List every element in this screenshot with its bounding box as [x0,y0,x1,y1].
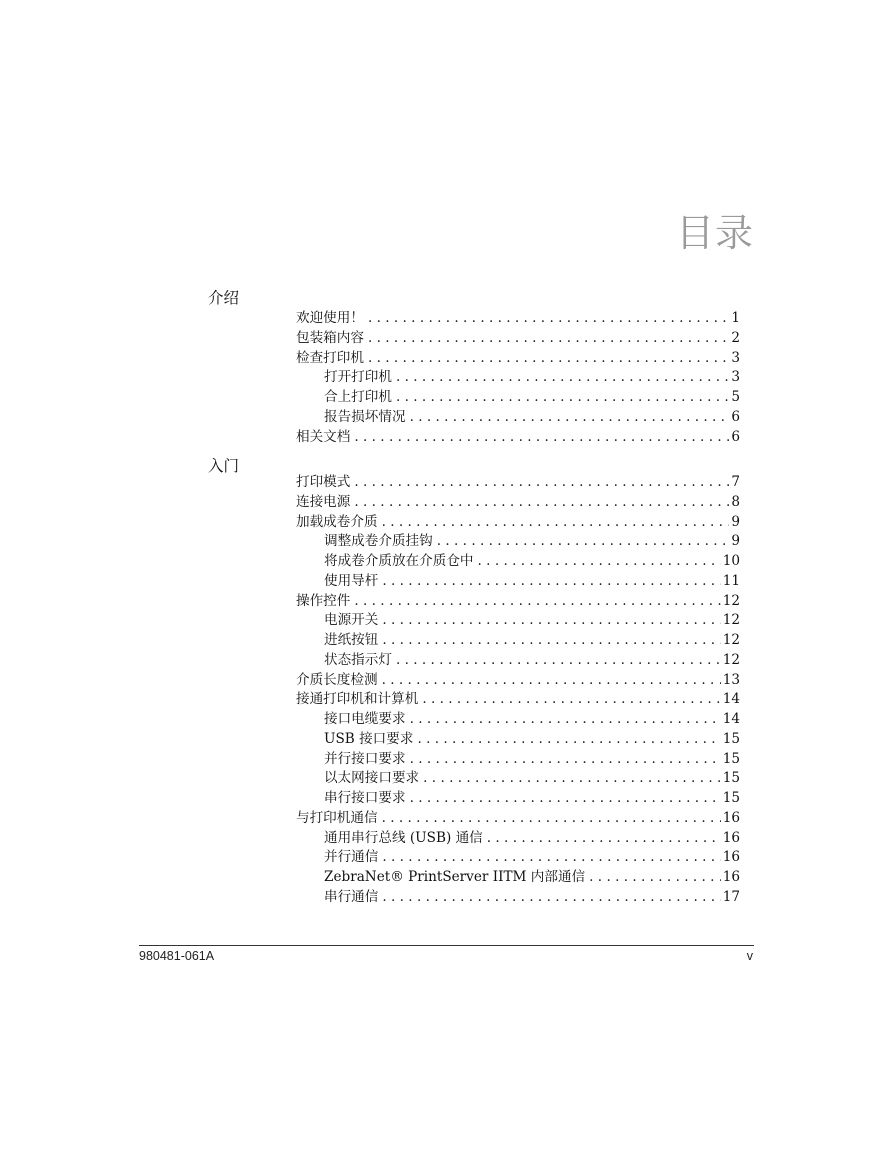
toc-entry-page: 12 [722,651,740,668]
toc-dot-leader [368,329,729,349]
toc-entry-label: 打印模式 [296,474,351,490]
toc-entry-page: 15 [722,770,740,787]
toc-entry-label: 以太网接口要求 [324,770,420,787]
toc-entry[interactable] [296,493,740,513]
toc-entry-label: 并行通信 [324,849,379,866]
toc-entry-page: 12 [722,592,740,609]
toc-dot-leader [368,309,729,329]
toc-dot-leader [396,368,729,388]
toc-entry[interactable] [296,532,740,552]
toc-entry[interactable] [296,368,740,388]
toc-entry-page: 7 [731,474,740,490]
toc-entry-label: 介质长度检测 [296,671,378,688]
toc-dot-leader [354,592,720,612]
toc-entry[interactable] [296,710,740,730]
toc-dot-leader [382,848,720,868]
toc-entry-page: 14 [722,711,740,727]
toc-dot-leader [410,710,721,730]
toc-entry-page: 16 [722,869,740,885]
toc-dot-leader [382,809,721,829]
toc-list-intro [296,309,740,447]
toc-dot-leader [423,769,721,789]
toc-entry-page: 1 [731,310,740,326]
toc-entry-page: 16 [722,829,740,846]
toc-dot-leader [487,829,721,849]
toc-entry[interactable] [296,428,740,448]
toc-entry-page: 6 [731,408,740,425]
toc-entry-label: ZebraNet® PrintServer IITM 内部通信 [324,869,586,885]
footer-doc-number: 980481-061A [139,949,215,963]
toc-entry-label: 包装箱内容 [296,329,364,346]
toc-entry-page: 12 [722,632,740,648]
toc-entry-page: 9 [731,513,740,530]
toc-dot-leader [396,388,729,408]
toc-entry-label: 接通打印机和计算机 [296,691,419,708]
toc-entry-label: 串行接口要求 [324,790,406,806]
toc-entry-label: 串行通信 [324,888,379,905]
toc-entry[interactable] [296,730,740,750]
toc-entry[interactable] [296,671,740,691]
toc-dot-leader [382,513,730,533]
toc-entry-page: 14 [722,691,740,708]
toc-entry-label: 加载成卷介质 [296,513,378,530]
toc-dot-leader [396,651,721,671]
toc-entry-page: 16 [722,809,740,826]
toc-dot-leader [410,789,721,809]
toc-dot-leader [589,868,721,888]
toc-dot-leader [422,690,720,710]
toc-entry[interactable] [296,651,740,671]
toc-entry-label: 操作控件 [296,592,351,609]
toc-entry[interactable] [296,388,740,408]
toc-entry-page: 12 [722,612,740,629]
toc-dot-leader [437,532,730,552]
toc-entry-page: 15 [722,730,740,747]
toc-entry[interactable] [296,309,740,329]
toc-list-getting-started [296,473,740,908]
toc-entry[interactable] [296,349,740,369]
toc-entry[interactable] [296,829,740,849]
toc-dot-leader [368,349,729,369]
toc-entry-label: 接口电缆要求 [324,711,406,727]
page-title: 目录 [675,211,754,255]
toc-entry-label: 欢迎使用！ [296,310,364,326]
toc-entry-label: 检查打印机 [296,349,364,366]
toc-entry-label: 相关文档 [296,428,351,445]
toc-entry-label: 连接电源 [296,493,351,510]
toc-entry[interactable] [296,572,740,592]
toc-entry-page: 16 [722,849,740,866]
toc-dot-leader [382,631,720,651]
toc-entry-page: 8 [731,493,740,510]
toc-entry-label: 与打印机通信 [296,809,378,826]
toc-entry-label: 电源开关 [324,612,379,629]
toc-entry[interactable] [296,750,740,770]
toc-entry-page: 6 [731,428,740,445]
toc-entry-page: 15 [722,750,740,767]
toc-entry[interactable] [296,868,740,888]
toc-entry-page: 5 [731,389,740,405]
toc-entry-page: 11 [722,572,740,589]
toc-entry[interactable] [296,769,740,789]
toc-dot-leader [354,493,729,513]
toc-dot-leader [382,572,720,592]
section-heading-getting-started: 入门 [208,457,240,475]
toc-entry-label: 报告损坏情况 [324,408,406,425]
toc-entry-label: 打开打印机 [324,369,392,386]
toc-entry-label: 调整成卷介质挂钩 [324,533,433,550]
toc-entry[interactable] [296,848,740,868]
toc-dot-leader [382,888,720,908]
section-heading-intro: 介绍 [208,289,240,307]
toc-dot-leader [382,671,721,691]
toc-entry[interactable] [296,329,740,349]
toc-entry-label: 使用导杆 [324,572,379,589]
toc-entry-label: 合上打印机 [324,389,392,405]
toc-entry[interactable] [296,888,740,908]
toc-entry-label: USB 接口要求 [324,730,414,747]
toc-entry-label: 通用串行总线 (USB) 通信 [324,829,483,846]
toc-entry-page: 2 [731,329,740,346]
toc-dot-leader [417,730,720,750]
toc-dot-leader [410,408,730,428]
toc-entry-page: 3 [731,349,740,366]
toc-dot-leader [410,750,721,770]
toc-entry-page: 13 [722,671,740,688]
toc-entry-label: 并行接口要求 [324,750,406,767]
toc-entry[interactable] [296,809,740,829]
toc-entry-label: 将成卷介质放在介质仓中 [324,553,474,569]
toc-entry-label: 进纸按钮 [324,632,379,648]
footer-page-number: v [746,949,753,963]
toc-entry[interactable] [296,611,740,631]
toc-entry[interactable] [296,513,740,533]
toc-entry[interactable] [296,473,740,493]
toc-entry[interactable] [296,631,740,651]
toc-entry[interactable] [296,408,740,428]
toc-dot-leader [354,428,729,448]
toc-dot-leader [354,473,729,493]
toc-entry-label: 状态指示灯 [324,651,392,668]
toc-entry[interactable] [296,789,740,809]
toc-entry-page: 15 [722,790,740,806]
toc-entry[interactable] [296,690,740,710]
toc-entry[interactable] [296,592,740,612]
toc-entry-page: 10 [722,553,740,569]
toc-entry[interactable] [296,552,740,572]
toc-entry-page: 3 [731,369,740,386]
toc-dot-leader [478,552,721,572]
toc-entry-page: 9 [731,533,740,550]
toc-dot-leader [382,611,720,631]
toc-entry-page: 17 [722,888,740,905]
footer-divider [139,945,754,946]
